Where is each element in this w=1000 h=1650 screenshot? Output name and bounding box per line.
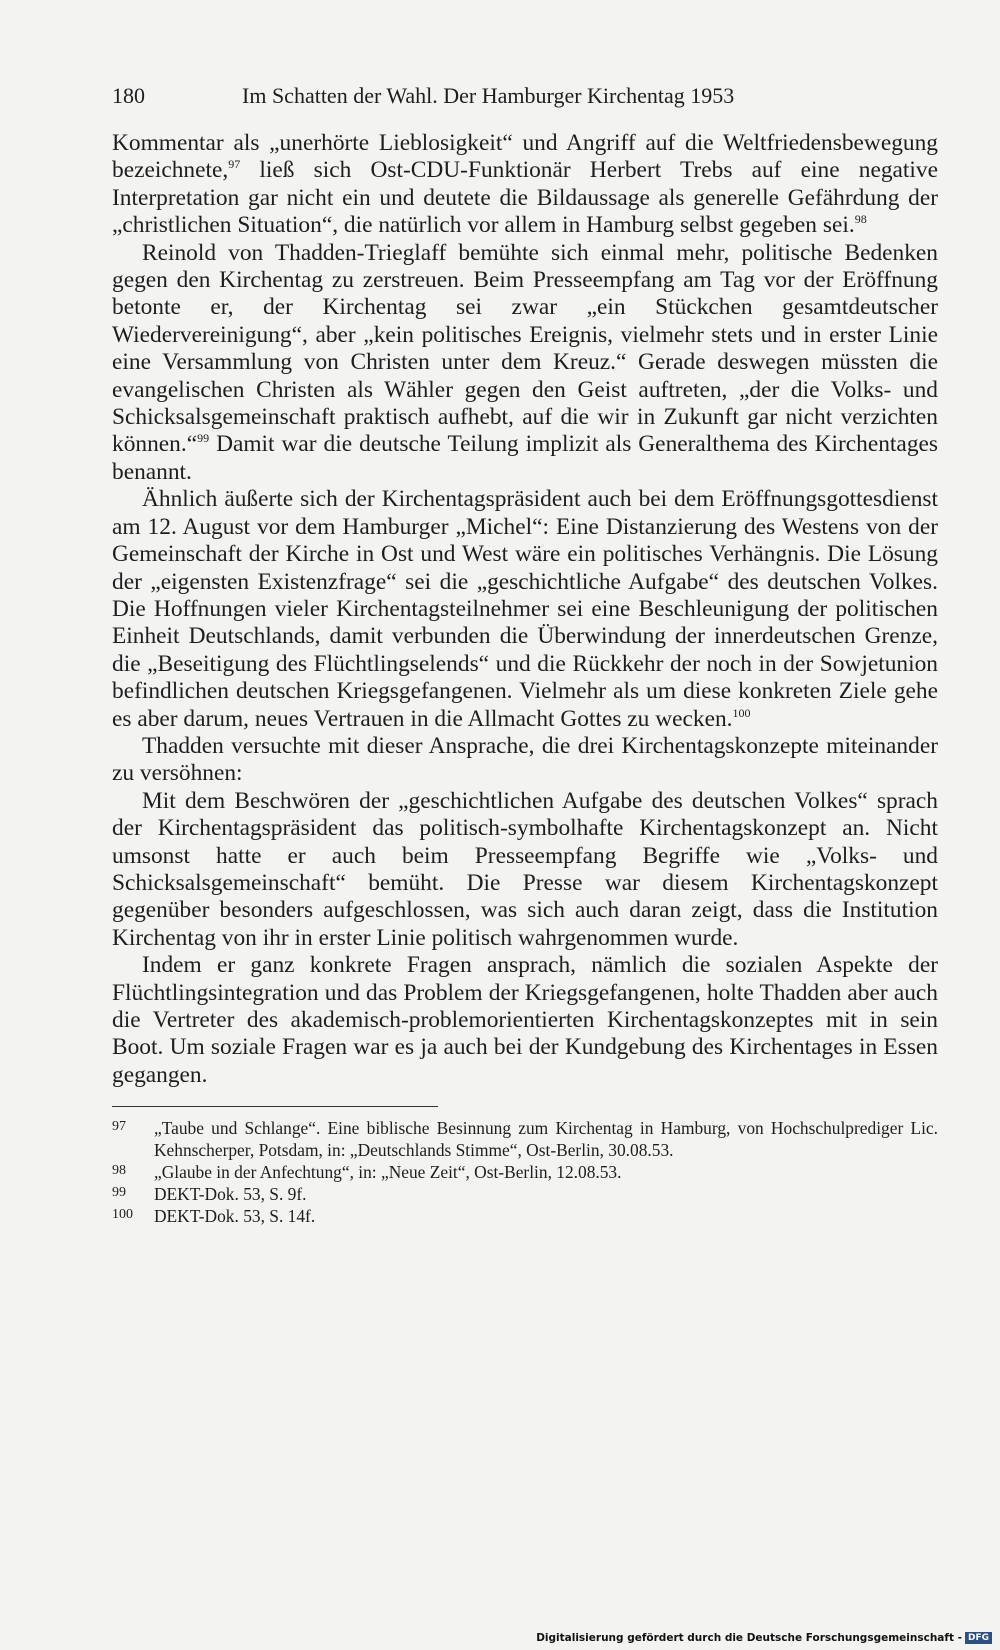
paragraph [112,240,938,487]
running-head [112,82,938,110]
paragraph-text: Thadden versuchte mit dieser Ansprache, die drei Kirchentagskonzepte miteinander zu versöhnen: [112,732,938,787]
footnote-text: DEKT-Dok. 53, S. 9f. [154,1184,307,1205]
paragraph [112,788,938,952]
footnote-marker[interactable]: 100 [732,705,751,720]
footnote-number: 97 [112,1119,126,1135]
paragraph-text: ließ sich Ost-CDU-Funktionär Herbert Trebs auf eine negative Interpretation gar nicht ein und deutete die Bildaussage als generelle Gefährdung der „christlichen Situation“, die natürlich vor allem in Hamburg selbst gegeben sei. [112,157,938,239]
paragraph-text: Kommentar als „unerhörte Lieblosigkeit“ und Angriff auf die Weltfriedensbewegung bezeichnete, [112,130,938,184]
paragraph-text: Ähnlich äußerte sich der Kirchentagspräsident auch bei dem Eröffnungsgottesdienst am 12. August vor dem Hamburger „Michel“: Eine Distanzierung des Westens von der Gemeinschaft der Kirche in Ost und West wäre ein politisches Verhängnis. Die Lösung der „eigensten Existenzfrage“ sei die „geschichtliche Aufgabe“ des deutschen Volkes. Die Hoffnungen vieler Kirchentagsteilnehmer sei eine Beschleunigung der politischen Einheit Deutschlands, damit verbunden die Überwindung der innerdeutschen Grenze, die „Beseitigung des Flüchtlingselends“ und die Rückkehr der noch in der Sowjetunion befindlichen deutschen Kriegsgefangenen. Vielmehr als um diese konkreten Ziele gehe es aber darum, neues Vertrauen in die Allmacht Gottes zu wecken. [112,486,938,732]
footnote-divider [112,1106,438,1107]
footnote-text: DEKT-Dok. 53, S. 14f. [154,1206,316,1227]
footnote-marker[interactable]: 99 [197,431,210,446]
paragraph [112,733,938,788]
footnotes [112,1117,938,1227]
footnote-number: 100 [112,1207,133,1223]
footnote-number: 99 [112,1185,126,1201]
dfg-logo: DFG [965,1632,992,1644]
paragraph [112,130,938,240]
running-title: Im Schatten der Wahl. Der Hamburger Kirchentag 1953 [242,83,735,108]
footnote [112,1117,938,1161]
footnote-marker[interactable]: 97 [228,157,241,172]
credit-text: Digitalisierung gefördert durch die Deutsche Forschungsgemeinschaft - [536,1632,962,1644]
footnote-number: 98 [112,1163,126,1179]
paragraph-text: Indem er ganz konkrete Fragen ansprach, nämlich die sozialen Aspekte der Flüchtlingsintegration und das Problem der Kriegsgefangenen, holte Thadden aber auch die Vertreter des akademisch-problemorientierten Kirchentagskonzeptes mit in sein Boot. Um soziale Fragen war es ja auch bei der Kundgebung des Kirchentages in Essen gegangen. [112,952,938,1088]
paragraph [112,486,938,733]
footnote-text: „Taube und Schlange“. Eine biblische Besinnung zum Kirchentag in Hamburg, von Hochschulprediger Lic. Kehnscherper, Potsdam, in: „Deutschlands Stimme“, Ost-Berlin, 30.08.53. [154,1118,938,1161]
body-text [112,130,938,1089]
paragraph-text: Damit war die deutsche Teilung implizit als Generalthema des Kirchentages benannt. [112,431,938,485]
footnote [112,1205,938,1227]
paragraph-text: Reinold von Thadden-Trieglaff bemühte sich einmal mehr, politische Bedenken gegen den Kirchentag zu zerstreuen. Beim Presseempfang am Tag vor der Eröffnung betonte er, der Kirchentag sei zwar „ein Stückchen gesamtdeutscher Wiedervereinigung“, aber „kein politisches Ereignis, vielmehr stets und in erster Linie eine Versammlung von Christen unter dem Kreuz.“ Gerade deswegen müssten die evangelischen Christen als Wähler gegen den Geist auftreten, „der die Volks- und Schicksalsgemeinschaft praktisch aufhebt, auf die wir in Zukunft gar nicht verzichten können.“ [112,239,938,458]
footnote-marker[interactable]: 98 [854,212,867,227]
digitization-credit [536,1632,992,1644]
book-page [112,82,938,1227]
paragraph-text: Mit dem Beschwören der „geschichtlichen Aufgabe des deutschen Volkes“ sprach der Kirchentagspräsident das politisch-symbolhafte Kirchentagskonzept an. Nicht umsonst hatte er auch beim Presseempfang Begriffe wie „Volks- und Schicksalsgemeinschaft“ bemüht. Die Presse war diesem Kirchentagskonzept gegenüber besonders aufgeschlossen, was sich auch daran zeigt, dass die Institution Kirchentag von ihr in erster Linie politisch wahrgenommen wurde. [112,787,938,951]
page-number: 180 [112,83,145,108]
footnote [112,1183,938,1205]
footnote-text: „Glaube in der Anfechtung“, in: „Neue Zeit“, Ost-Berlin, 12.08.53. [154,1162,622,1183]
paragraph [112,952,938,1089]
footnote [112,1161,938,1183]
